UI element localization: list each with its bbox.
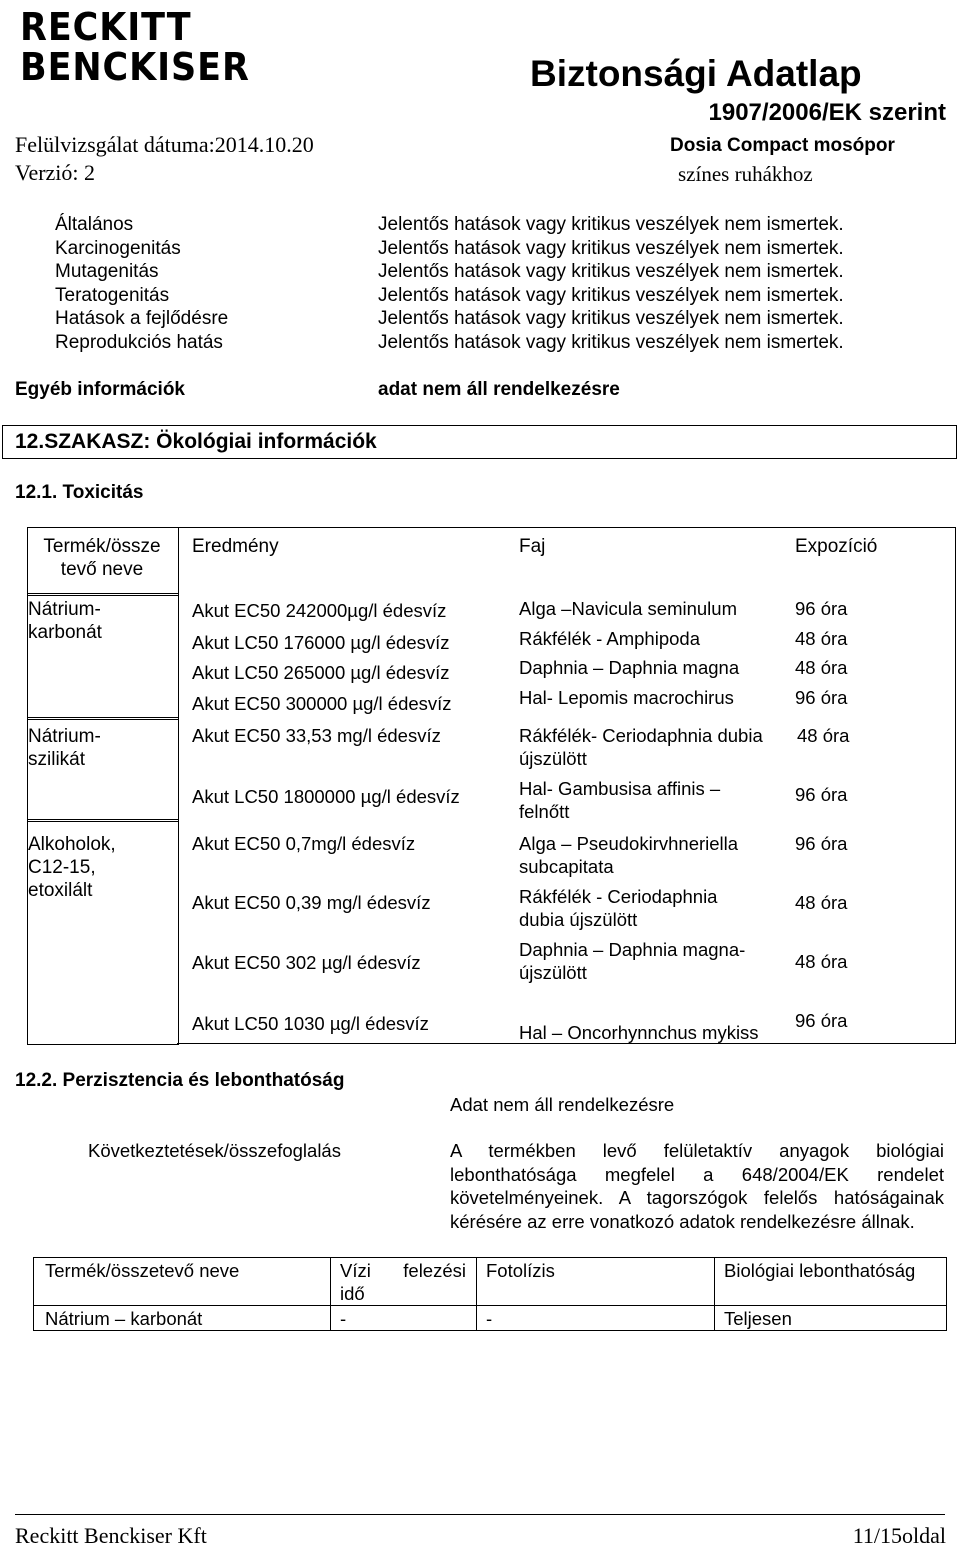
revision-date: Felülvizsgálat dátuma:2014.10.20 — [15, 132, 314, 157]
footer-divider — [15, 1514, 945, 1515]
conclusion-text: A termékben levő felületaktív anyagok biológiai lebonthatósága megfelel a 648/2004/EK rendelet követelményeinek. A tagorszógok felelős hatóságainak kérésére az erre vonatkozó adatok rendelkezésre állnak. — [450, 1140, 944, 1232]
species-cell: Hal- Gambusisa affinis – felnőtt — [519, 778, 721, 822]
tox-effect-value: Jelentős hatások vagy kritikus veszélyek nem ismertek. — [378, 308, 844, 329]
tox-effect-value: Jelentős hatások vagy kritikus veszélyek nem ismertek. — [378, 331, 844, 353]
result-cell: Akut LC50 1800000 µg/l édesvíz — [192, 786, 460, 807]
persistence-col-header: Fotolízis — [486, 1260, 555, 1281]
logo-text-line2: BENCKISER — [20, 45, 250, 89]
result-cell: Akut EC50 242000µg/l édesvíz — [192, 600, 447, 621]
result-cell: Akut EC50 0,39 mg/l édesvíz — [192, 892, 431, 913]
footer-company: Reckitt Benckiser Kft — [15, 1523, 207, 1548]
tox-effect-label: Reprodukciós hatás — [55, 331, 223, 353]
exposure-cell: 96 óra — [795, 784, 848, 805]
species-cell: Hal- Lepomis macrochirus — [519, 687, 734, 708]
col-header-species: Faj — [519, 536, 546, 557]
result-cell: Akut LC50 176000 µg/l édesvíz — [192, 632, 450, 653]
document-title: Biztonsági Adatlap — [530, 53, 862, 94]
species-cell: Alga – Pseudokirvhneriella subcapitata — [519, 833, 739, 877]
result-cell: Akut EC50 0,7mg/l édesvíz — [192, 833, 416, 854]
col-header-product: Termék/össze tevő neve — [43, 536, 161, 580]
persistence-cell: Nátrium – karbonát — [45, 1308, 203, 1329]
exposure-cell: 48 óra — [795, 628, 848, 649]
col-header-result: Eredmény — [192, 536, 279, 557]
persistence-no-data: Adat nem áll rendelkezésre — [450, 1094, 675, 1115]
persistence-cell: Teljesen — [724, 1308, 792, 1329]
regulation-label: 1907/2006/EK szerint — [708, 99, 946, 126]
species-cell: Rákfélék- Ceriodaphnia dubia újszülött — [519, 725, 763, 769]
result-cell: Akut LC50 1030 µg/l édesvíz — [192, 1013, 429, 1034]
product-name-line2: színes ruhákhoz — [678, 162, 813, 186]
product-name-line1: Dosia Compact mosópor — [670, 135, 895, 156]
result-cell: Akut EC50 33,53 mg/l édesvíz — [192, 725, 441, 746]
tox-effect-value: Jelentős hatások vagy kritikus veszélyek nem ismertek. — [378, 237, 844, 259]
persistence-cell: - — [340, 1308, 347, 1329]
persistence-col-header: Vízi felezési idő — [340, 1260, 466, 1304]
product-name: Alkoholok, C12-15, etoxilált — [28, 834, 116, 901]
exposure-cell: 48 óra — [795, 657, 848, 678]
tox-effect-value: Jelentős hatások vagy kritikus veszélyek nem ismertek. — [378, 284, 844, 306]
product-name: Nátrium- karbonát — [28, 599, 102, 643]
species-cell: Daphnia – Daphnia magna- újszülött — [519, 939, 746, 983]
tox-effect-label: Általános — [55, 214, 134, 235]
tox-effects-list — [55, 213, 228, 354]
species-cell: Daphnia – Daphnia magna — [519, 657, 740, 678]
product-name: Nátrium- szilikát — [28, 726, 101, 770]
tox-effect-value: Jelentős hatások vagy kritikus veszélyek nem ismertek. — [378, 214, 844, 235]
exposure-cell: 48 óra — [795, 951, 848, 972]
other-info-value: adat nem áll rendelkezésre — [378, 379, 620, 400]
tox-effect-label: Hatások a fejlődésre — [55, 308, 229, 329]
result-cell: Akut EC50 300000 µg/l édesvíz — [192, 693, 452, 714]
footer-page-number: 11/15oldal — [852, 1523, 946, 1548]
persistence-col-header: Termék/összetevő neve — [45, 1260, 240, 1281]
species-cell: Alga –Navicula seminulum — [519, 598, 737, 619]
result-cell: Akut LC50 265000 µg/l édesvíz — [192, 662, 450, 683]
exposure-cell: 48 óra — [797, 725, 850, 746]
section-title: 12.SZAKASZ: Ökológiai információk — [15, 430, 377, 453]
species-cell: Rákfélék - Amphipoda — [519, 628, 700, 649]
exposure-cell: 48 óra — [795, 892, 848, 913]
tox-effect-label: Teratogenitás — [55, 284, 170, 306]
species-cell: Rákfélék - Ceriodaphnia dubia újszülött — [519, 886, 718, 930]
exposure-cell: 96 óra — [795, 833, 848, 854]
exposure-cell: 96 óra — [795, 598, 848, 619]
other-info-label: Egyéb információk — [15, 379, 185, 400]
tox-effect-value: Jelentős hatások vagy kritikus veszélyek nem ismertek. — [378, 261, 844, 282]
tox-effect-label: Mutagenitás — [55, 261, 159, 282]
persistence-col-header: Biológiai lebonthatóság — [724, 1260, 916, 1281]
conclusion-label: Következtetések/összefoglalás — [88, 1140, 341, 1161]
tox-effects-values — [378, 213, 844, 354]
species-cell: Hal – Oncorhynnchus mykiss — [519, 1022, 759, 1043]
logo-text-line1: RECKITT — [20, 5, 192, 49]
exposure-cell: 96 óra — [795, 687, 848, 708]
company-logo — [20, 5, 250, 89]
persistence-heading: 12.2. Perzisztencia és lebonthatóság — [15, 1070, 345, 1091]
tox-effect-label: Karcinogenitás — [55, 237, 181, 259]
result-cell: Akut EC50 302 µg/l édesvíz — [192, 952, 421, 973]
col-header-exposure: Expozíció — [795, 536, 878, 557]
exposure-cell: 96 óra — [795, 1010, 848, 1031]
version: Verzió: 2 — [15, 160, 96, 185]
persistence-cell: - — [486, 1308, 493, 1329]
toxicity-heading: 12.1. Toxicitás — [15, 482, 144, 503]
